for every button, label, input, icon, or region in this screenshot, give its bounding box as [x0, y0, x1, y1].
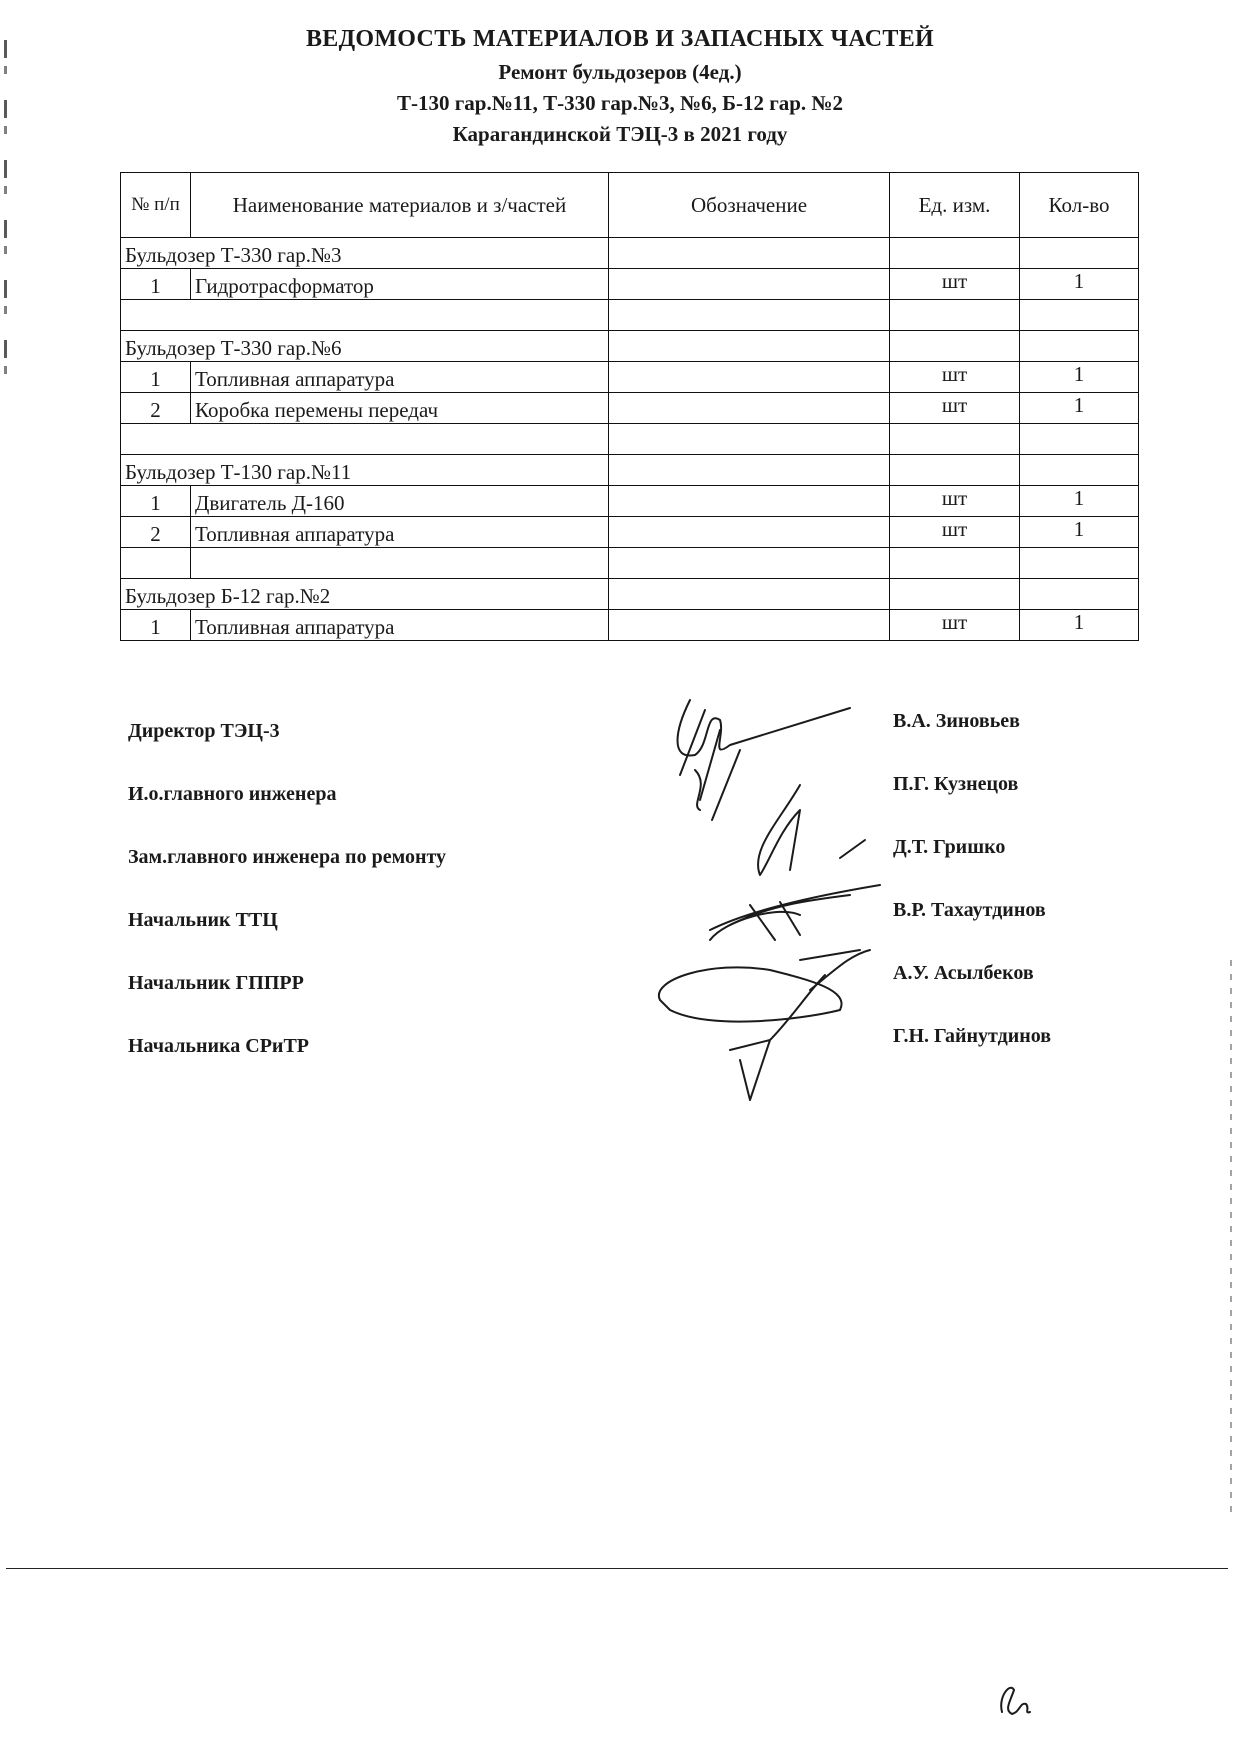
item-num: 1: [121, 269, 191, 300]
document-subtitle-plant: Карагандинской ТЭЦ-3 в 2021 году: [452, 122, 788, 146]
item-unit: шт: [890, 517, 1020, 548]
item-designation: [609, 393, 890, 424]
group-row: [121, 238, 1139, 269]
empty-row: [121, 300, 1139, 331]
item-name: Двигатель Д-160: [191, 486, 609, 517]
item-num: 1: [121, 610, 191, 641]
signature-stroke: [659, 967, 842, 1021]
signer-role: Директор ТЭЦ-3: [128, 720, 280, 742]
table-row: [121, 610, 1139, 641]
item-qty: 1: [1020, 393, 1139, 424]
signature-stroke: [730, 975, 825, 1100]
item-designation: [609, 486, 890, 517]
column-header-designation: Обозначение: [609, 173, 890, 238]
document-subtitle: Ремонт бульдозеров (4ед.): [498, 60, 742, 84]
group-row: [121, 579, 1139, 610]
item-unit: шт: [890, 393, 1020, 424]
item-num: 2: [121, 393, 191, 424]
column-header-name: Наименование материалов и з/частей: [191, 173, 609, 238]
document-subtitle-vehicles: Т-130 гар.№11, Т-330 гар.№3, №6, Б-12 гар. №2: [396, 91, 844, 115]
item-qty: 1: [1020, 486, 1139, 517]
signer-name: Г.Н. Гайнутдинов: [893, 1025, 1052, 1047]
item-name: Топливная аппаратура: [191, 362, 609, 393]
item-name: Топливная аппаратура: [191, 610, 609, 641]
materials-table: [120, 172, 1139, 641]
item-qty: 1: [1020, 610, 1139, 641]
column-header-qty: Кол-во: [1020, 173, 1139, 238]
item-designation: [609, 517, 890, 548]
signer-name: Д.Т. Гришко: [893, 836, 1006, 858]
signer-role: Начальник ГППРР: [128, 972, 304, 994]
document-title: ВЕДОМОСТЬ МАТЕРИАЛОВ И ЗАПАСНЫХ ЧАСТЕЙ: [305, 26, 935, 52]
signature-stroke: [710, 912, 800, 940]
table-row: [121, 362, 1139, 393]
empty-row: [121, 424, 1139, 455]
table-header-row: [121, 173, 1139, 238]
scan-edge-artifact: [1230, 960, 1232, 1520]
table-row: [121, 486, 1139, 517]
group-title: Бульдозер Т-130 гар.№11: [121, 455, 609, 486]
item-designation: [609, 362, 890, 393]
group-row: [121, 455, 1139, 486]
group-row: [121, 331, 1139, 362]
item-designation: [609, 610, 890, 641]
table-row: [121, 269, 1139, 300]
column-header-unit: Ед. изм.: [890, 173, 1020, 238]
empty-row: [121, 548, 1139, 579]
item-unit: шт: [890, 362, 1020, 393]
item-unit: шт: [890, 269, 1020, 300]
signer-name: А.У. Асылбеков: [893, 962, 1034, 984]
item-qty: 1: [1020, 517, 1139, 548]
item-num: 1: [121, 362, 191, 393]
signer-role: Начальника СРиТР: [128, 1035, 310, 1057]
signer-role: Зам.главного инженера по ремонту: [128, 846, 447, 868]
group-title: Бульдозер Т-330 гар.№3: [121, 238, 609, 269]
signature-stroke: [840, 840, 865, 858]
item-num: 2: [121, 517, 191, 548]
item-num: 1: [121, 486, 191, 517]
item-qty: 1: [1020, 269, 1139, 300]
table-row: [121, 517, 1139, 548]
group-title: Бульдозер Т-330 гар.№6: [121, 331, 609, 362]
signer-name: В.Р. Тахаутдинов: [893, 899, 1046, 921]
item-name: Коробка перемены передач: [191, 393, 609, 424]
signature-stroke: [680, 710, 740, 820]
item-designation: [609, 269, 890, 300]
signature-stroke: [678, 700, 851, 756]
item-name: Гидротрасформатор: [191, 269, 609, 300]
item-unit: шт: [890, 486, 1020, 517]
item-name: Топливная аппаратура: [191, 517, 609, 548]
signer-role: И.о.главного инженера: [128, 783, 337, 805]
signer-name: П.Г. Кузнецов: [893, 773, 1019, 795]
initials-signature: [990, 1672, 1040, 1722]
signer-name: В.А. Зиновьев: [893, 710, 1020, 732]
group-title: Бульдозер Б-12 гар.№2: [121, 579, 609, 610]
item-unit: шт: [890, 610, 1020, 641]
item-qty: 1: [1020, 362, 1139, 393]
footer-divider: [6, 1568, 1228, 1569]
signature-stroke: [800, 950, 870, 990]
signer-role: Начальник ТТЦ: [128, 909, 278, 931]
column-header-num: № п/п: [121, 173, 191, 238]
signature-stroke: [758, 785, 800, 875]
table-row: [121, 393, 1139, 424]
